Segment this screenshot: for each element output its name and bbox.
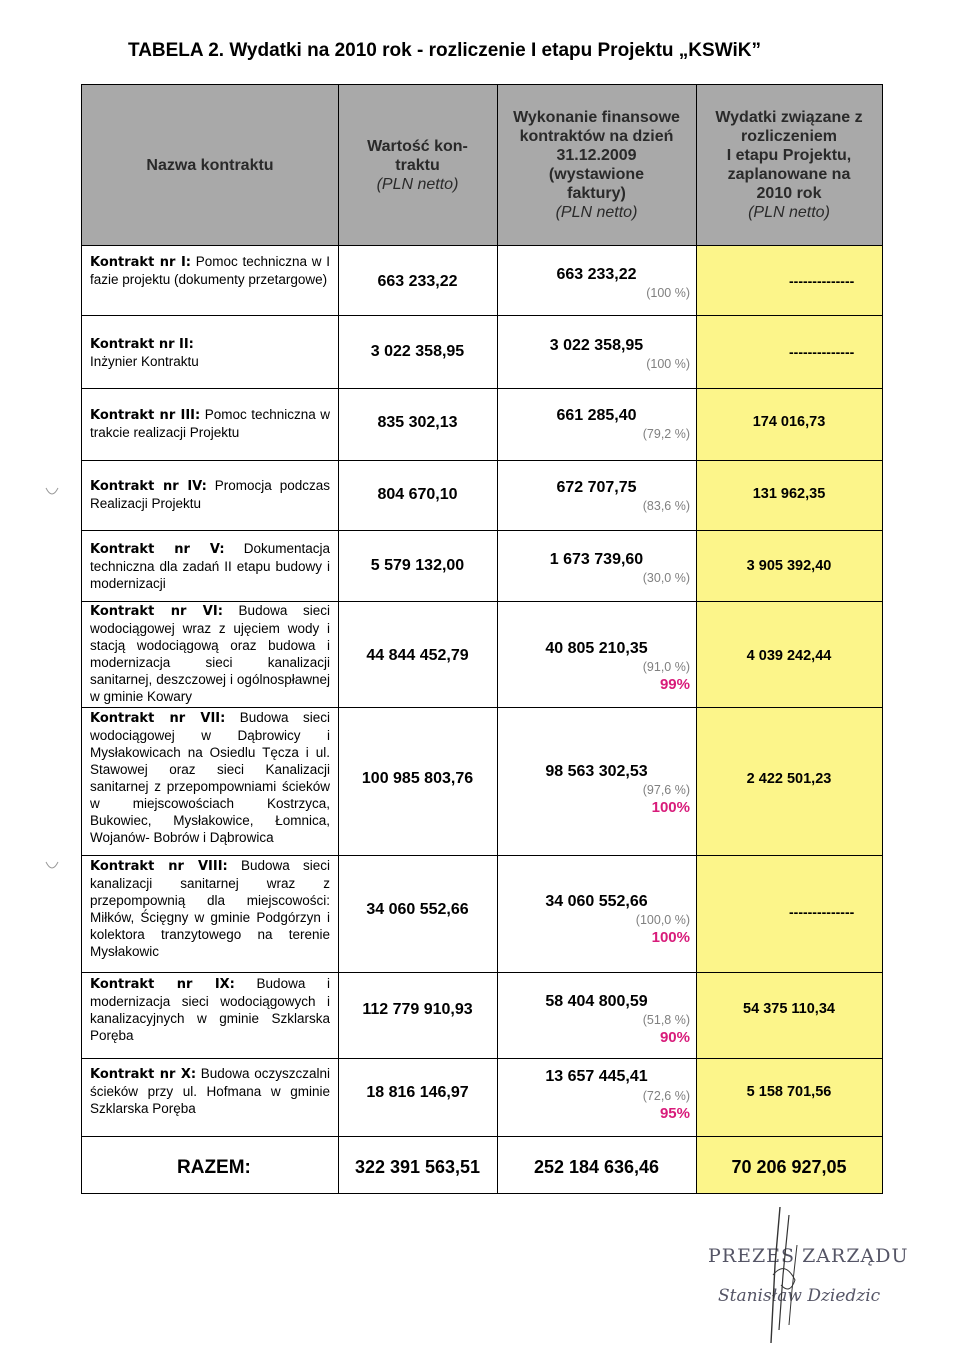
header-exp-line5: 2010 rok xyxy=(756,185,822,202)
header-exp-line4: zaplanowane na xyxy=(727,166,851,183)
exec-percent: (30,0 %) xyxy=(642,571,690,585)
grid-line xyxy=(82,1136,882,1137)
contract-value: 100 985 803,76 xyxy=(361,770,474,787)
header-exec-line5: faktury) xyxy=(567,185,626,202)
contract-label: Kontrakt nr VII: xyxy=(90,711,226,726)
total-planned: 70 206 927,05 xyxy=(731,1157,847,1177)
contract-desc: Dokumentacja techniczna dla zadań II etapu budowy i modernizacji xyxy=(90,541,330,591)
contract-value: 5 579 132,00 xyxy=(370,557,465,574)
exec-value: 1 673 739,60 xyxy=(549,551,644,568)
highlight-percent: 100% xyxy=(651,929,690,946)
contract-desc: Pomoc techniczna w I fazie projektu (dokumenty przetargowe) xyxy=(90,254,331,287)
grid-line xyxy=(82,245,882,246)
grid-line xyxy=(82,1058,882,1059)
grid-line xyxy=(82,388,882,389)
exec-percent: (83,6 %) xyxy=(642,499,690,513)
exec-value: 3 022 358,95 xyxy=(549,337,644,354)
header-value-unit: (PLN netto) xyxy=(376,175,459,193)
contract-desc: Inżynier Kontraktu xyxy=(90,354,199,369)
contract-name xyxy=(90,540,330,592)
contract-name xyxy=(90,709,330,846)
grid-line xyxy=(82,530,882,531)
exec-percent: (72,6 %) xyxy=(642,1089,690,1103)
signature-icon xyxy=(745,1205,815,1345)
contract-value: 835 302,13 xyxy=(377,414,458,431)
exec-value: 58 404 800,59 xyxy=(545,993,648,1010)
contract-name xyxy=(90,253,330,288)
contract-label: Kontrakt nr VI: xyxy=(90,604,223,619)
contract-label: Kontrakt nr I: xyxy=(90,255,192,270)
total-label: RAZEM: xyxy=(177,1157,251,1178)
contract-name xyxy=(90,406,330,441)
contract-label: Kontrakt nr III: xyxy=(90,408,201,423)
header-exec-line3: 31.12.2009 xyxy=(556,147,637,164)
contract-value: 663 233,22 xyxy=(377,273,458,290)
exec-percent: (91,0 %) xyxy=(642,660,690,674)
header-exp-line1: Wydatki związane z xyxy=(715,109,863,126)
contract-label: Kontrakt nr VIII: xyxy=(90,859,228,874)
contract-value: 112 779 910,93 xyxy=(362,1001,473,1018)
exec-value: 672 707,75 xyxy=(556,479,637,496)
grid-line xyxy=(82,707,882,708)
header-exp-line3: I etapu Projektu, xyxy=(726,147,852,164)
contract-desc: Budowa i modernizacja sieci wodociągowych i kanalizacyjnych w gminie Szklarska Poręba xyxy=(90,976,330,1043)
contract-desc: Promocja podczas Realizacji Projektu xyxy=(90,478,330,511)
contract-value: 34 060 552,66 xyxy=(366,901,469,918)
header-exec-line2: kontraktów na dzień xyxy=(519,128,674,145)
highlight-percent: 99% xyxy=(659,676,690,693)
highlight-percent: 90% xyxy=(659,1029,690,1046)
header-execution xyxy=(497,85,696,245)
planned-value: -------------- xyxy=(789,904,855,920)
total-value: 322 391 563,51 xyxy=(354,1157,481,1177)
grid-line xyxy=(696,85,697,1193)
punch-hole-icon xyxy=(44,484,60,500)
highlight-percent: 100% xyxy=(651,799,690,816)
exec-percent: (79,2 %) xyxy=(642,427,690,441)
contract-name xyxy=(90,857,330,960)
exec-value: 661 285,40 xyxy=(556,407,637,424)
grid-line xyxy=(497,85,498,1193)
contract-desc: Budowa sieci wodociągowej wraz z ujęciem wody i stacją wodociągową oraz budowa i modernizacja sieci kanalizacji sanitarnej, deszczowej i ogólnospławnej w gminie Kowary xyxy=(90,603,330,704)
page-title: TABELA 2. Wydatki na 2010 rok - rozliczenie I etapu Projektu „KSWiK” xyxy=(128,40,761,61)
contract-label: Kontrakt nr IV: xyxy=(90,479,207,494)
planned-value: 3 905 392,40 xyxy=(746,558,832,574)
contract-label: Kontrakt nr V: xyxy=(90,542,225,557)
contract-label: Kontrakt nr IX: xyxy=(90,977,235,992)
contract-value: 18 816 146,97 xyxy=(366,1084,469,1101)
header-planned-expenses xyxy=(696,85,882,245)
contract-label: Kontrakt nr X: xyxy=(90,1067,197,1082)
exec-percent: (100 %) xyxy=(646,357,690,371)
exec-value: 13 657 445,41 xyxy=(545,1068,648,1085)
exec-value: 98 563 302,53 xyxy=(545,763,648,780)
contract-name xyxy=(90,477,330,512)
planned-value: 4 039 242,44 xyxy=(746,648,832,664)
header-value-line2: traktu xyxy=(395,156,440,174)
planned-value: 5 158 701,56 xyxy=(746,1084,832,1100)
exec-percent: (97,6 %) xyxy=(642,783,690,797)
grid-line xyxy=(82,972,882,973)
contract-desc: Pomoc techniczna w trakcie realizacji Projektu xyxy=(90,407,331,440)
contract-name xyxy=(90,602,330,705)
contract-desc: Budowa oczyszczalni ścieków przy ul. Hofmana w gminie Szklarska Poręba xyxy=(90,1066,331,1116)
planned-column-background xyxy=(696,85,882,1193)
header-exec-line1: Wykonanie finansowe xyxy=(513,109,680,126)
total-exec: 252 184 636,46 xyxy=(533,1157,660,1177)
planned-value: 131 962,35 xyxy=(752,486,826,502)
exec-percent: (51,8 %) xyxy=(642,1013,690,1027)
stamp-title: PREZES ZARZĄDU xyxy=(708,1245,909,1267)
stamp-name: Stanisław Dziedzic xyxy=(718,1286,881,1306)
contract-name xyxy=(90,975,330,1044)
grid-line xyxy=(338,85,339,1193)
planned-value: -------------- xyxy=(789,273,855,289)
header-exec-line4: (wystawione xyxy=(548,166,645,183)
contract-label: Kontrakt nr II: xyxy=(90,337,194,352)
contract-name xyxy=(90,1065,330,1117)
header-contract-name xyxy=(82,85,338,245)
header-exec-unit: (PLN netto) xyxy=(555,204,638,221)
planned-value: 174 016,73 xyxy=(752,414,826,430)
grid-line xyxy=(82,315,882,316)
contract-value: 804 670,10 xyxy=(377,486,458,503)
punch-hole-icon xyxy=(44,858,60,874)
header-contract-value xyxy=(338,85,497,245)
planned-value: -------------- xyxy=(789,344,855,360)
exec-percent: (100 %) xyxy=(646,286,690,300)
header-value-line1: Wartość kon- xyxy=(367,137,468,155)
exec-percent: (100,0 %) xyxy=(635,913,690,927)
planned-value: 54 375 110,34 xyxy=(743,1001,835,1017)
contract-value: 3 022 358,95 xyxy=(370,343,465,360)
highlight-percent: 95% xyxy=(659,1105,690,1122)
contract-desc: Budowa sieci kanalizacji sanitarnej wraz z przepompownią dla miejscowości: Miłków, Ścięgny w gminie Podgórzyn i kolektora tranzytowego na terenie Mysłakowic xyxy=(90,858,331,959)
expenses-table xyxy=(81,84,883,1194)
exec-value: 34 060 552,66 xyxy=(545,893,648,910)
exec-value: 40 805 210,35 xyxy=(545,640,648,657)
contract-desc: Budowa sieci wodociągowej w Dąbrowicy i Mysłakowicach na Osiedlu Tęcza i ul. Stawowej oraz sieci Kanalizacji sanitarnej z przepompowniami ścieków w miejscowościach Kostrzyca, Bukowiec, Mysłakowice, Łomnica, Wojanów- Bobrów i Dąbrowica xyxy=(90,710,330,845)
header-exp-unit: (PLN netto) xyxy=(748,204,830,221)
contract-value: 44 844 452,79 xyxy=(366,647,469,664)
grid-line xyxy=(82,460,882,461)
grid-line xyxy=(82,855,882,856)
table-header xyxy=(82,85,882,245)
planned-value: 2 422 501,23 xyxy=(746,771,832,787)
exec-value: 663 233,22 xyxy=(556,266,637,283)
contract-name xyxy=(90,335,330,370)
header-name-text: Nazwa kontraktu xyxy=(146,156,274,174)
header-exp-line2: rozliczeniem xyxy=(740,128,838,145)
